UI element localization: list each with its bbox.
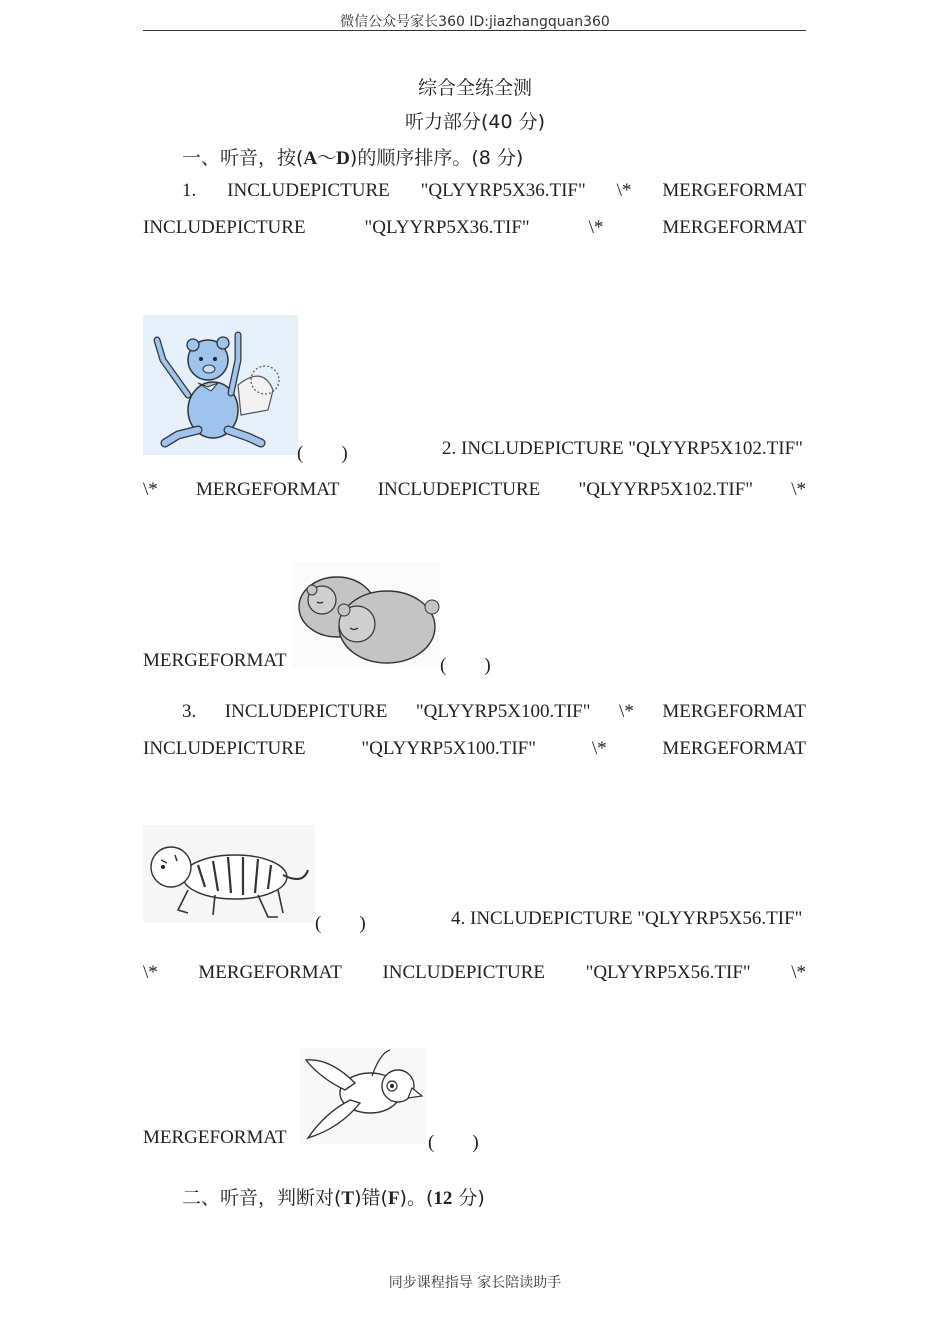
item2-answer-blank[interactable]: ( ) xyxy=(440,655,491,676)
item3-line2: INCLUDEPICTURE "QLYYRP5X100.TIF" \* MERGEFORMAT xyxy=(143,738,806,759)
page-subtitle: 听力部分(40 分) xyxy=(404,111,546,133)
item1-line1: 1. INCLUDEPICTURE "QLYYRP5X36.TIF" \* MERGEFORMAT xyxy=(182,180,806,201)
item4-answer-blank[interactable]: ( ) xyxy=(428,1132,479,1153)
page-header: 微信公众号家长360 ID:jiazhangquan360 xyxy=(340,14,610,30)
item2-line2: \* MERGEFORMAT INCLUDEPICTURE "QLYYRP5X102.TIF" \* xyxy=(143,479,806,500)
item3-line1: 3. INCLUDEPICTURE "QLYYRP5X100.TIF" \* MERGEFORMAT xyxy=(182,701,806,722)
item4-line2: \* MERGEFORMAT INCLUDEPICTURE "QLYYRP5X56.TIF" \* xyxy=(143,962,806,983)
item2-line1: 2. INCLUDEPICTURE "QLYYRP5X102.TIF" xyxy=(442,438,803,459)
tiger-picture xyxy=(143,825,315,923)
bear-picture xyxy=(143,315,298,455)
item1-answer-blank[interactable]: ( ) xyxy=(297,443,348,464)
item1-line2: INCLUDEPICTURE "QLYYRP5X36.TIF" \* MERGEFORMAT xyxy=(143,217,806,238)
section1-heading: 一、听音，按(A～D)的顺序排序。(8 分) xyxy=(182,147,524,169)
sleeping-bears-picture xyxy=(292,562,440,668)
item2-tail: MERGEFORMAT xyxy=(143,650,287,671)
item3-answer-blank[interactable]: ( ) xyxy=(315,913,366,934)
item4-line1: 4. INCLUDEPICTURE "QLYYRP5X56.TIF" xyxy=(451,908,803,929)
item4-tail: MERGEFORMAT xyxy=(143,1127,287,1148)
section2-heading: 二、听音，判断对(T)错(F)。(12 分) xyxy=(182,1187,485,1209)
page-title: 综合全练全测 xyxy=(417,77,532,99)
bird-picture xyxy=(300,1048,426,1144)
header-rule xyxy=(143,30,806,31)
page-footer: 同步课程指导 家长陪读助手 xyxy=(388,1275,562,1291)
